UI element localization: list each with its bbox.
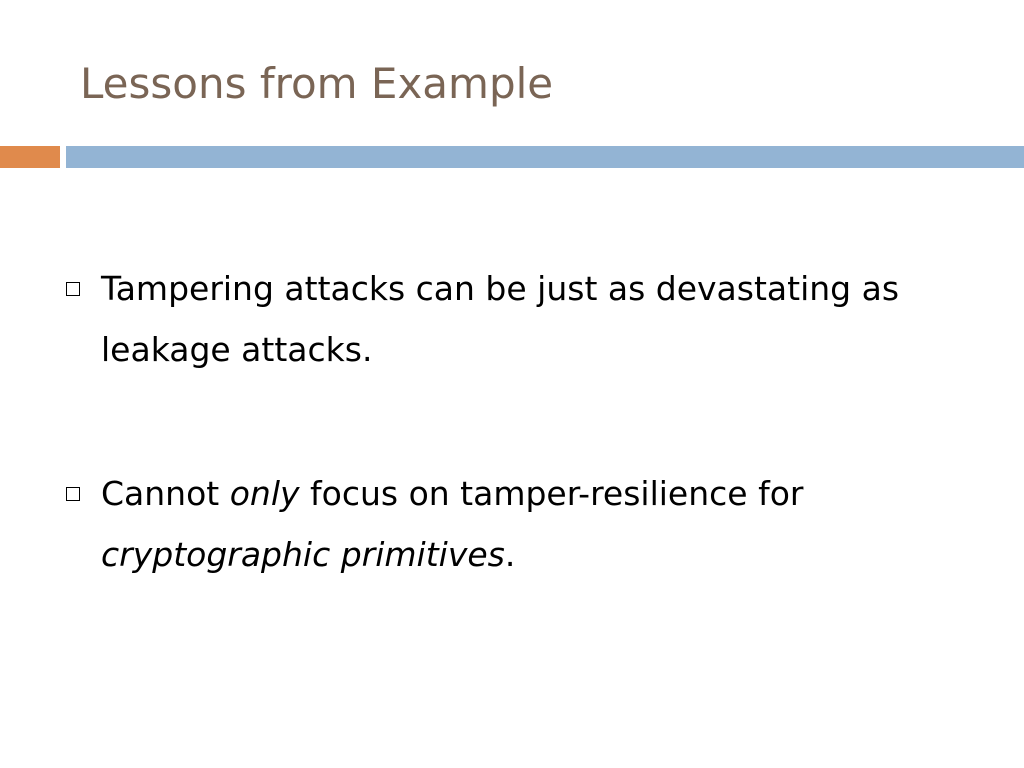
title-accent-bar-orange [0, 146, 60, 168]
bullet-text-emphasis: only [229, 474, 300, 513]
bullet-list [64, 258, 984, 585]
bullet-text-emphasis: cryptographic primitives [101, 535, 505, 574]
bullet-text: Tampering attacks can be just as devastating as leakage attacks. [101, 269, 900, 369]
title-accent-bar-blue [66, 146, 1024, 168]
bullet-text-segment: . [504, 535, 516, 574]
bullet-text-segment: focus on tamper-resilience for [299, 474, 804, 513]
bullet-item [64, 463, 984, 585]
square-bullet-icon [66, 487, 80, 501]
bullet-item [64, 258, 984, 380]
slide-title: Lessons from Example [80, 59, 554, 108]
bullet-text-segment: Cannot [101, 474, 230, 513]
square-bullet-icon [66, 282, 80, 296]
